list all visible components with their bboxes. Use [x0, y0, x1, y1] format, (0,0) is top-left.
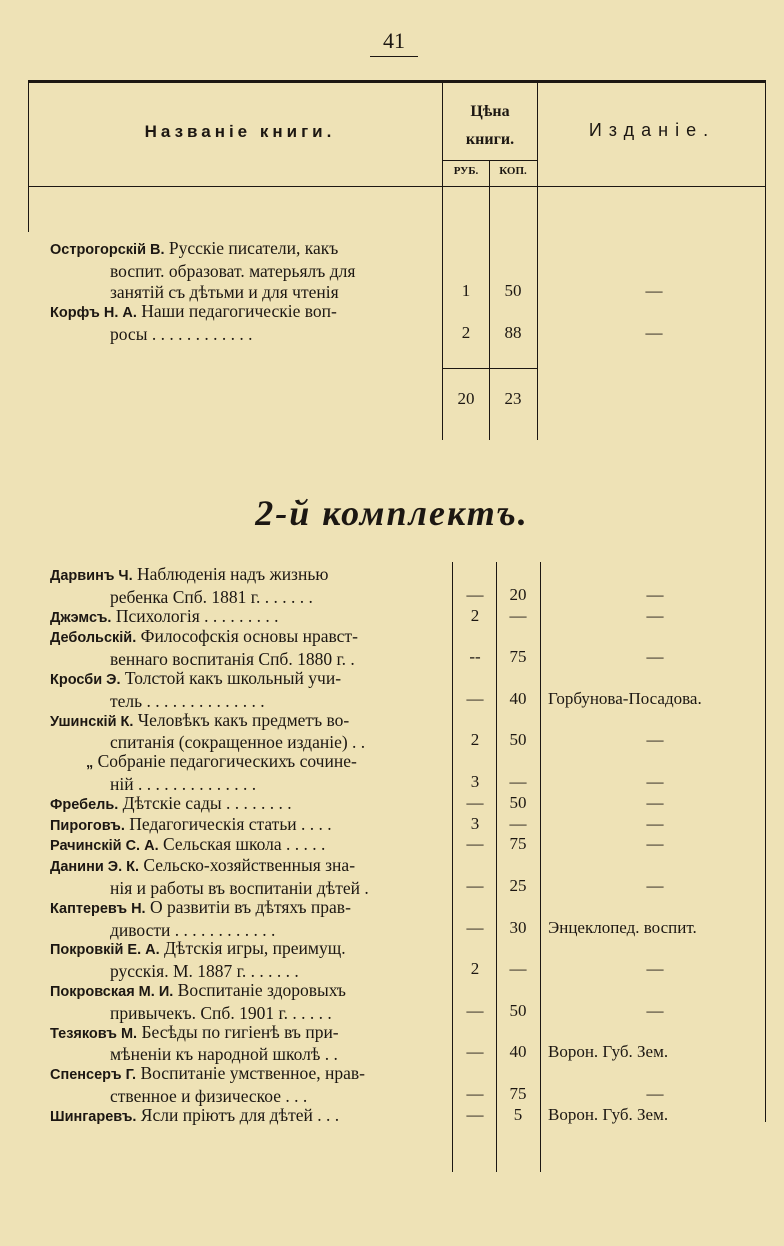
book-entry [50, 855, 448, 899]
book-entry [50, 793, 448, 816]
entry-title-cont: ребенка Спб. 1881 г. . . . . . . [110, 586, 313, 607]
edition: — [646, 1000, 664, 1020]
price-subheader-rule [443, 160, 537, 161]
entry-title-cont: нія и работы въ воспитаніи дѣтей . [110, 877, 369, 898]
section-title: 2-й комплектъ. [255, 493, 529, 533]
price-rub: — [466, 917, 484, 937]
total-rub: 20 [457, 389, 475, 408]
price-rub: 2 [470, 730, 480, 750]
edition: Горбунова-Посадова. [548, 688, 702, 708]
price-rub: — [466, 876, 484, 895]
edition: — [646, 834, 664, 854]
entry-first-line [50, 834, 448, 857]
column-header-title: Названіе книги. [144, 122, 336, 141]
price-rub: — [466, 688, 484, 708]
price-kop: 50 [509, 792, 527, 812]
entry-first-line [50, 606, 448, 629]
column-header-rub: РУБ. [453, 165, 479, 177]
entry-title-cont: дивости . . . . . . . . . . . . [110, 919, 276, 940]
entry-title: Собраніе педагогическихъ сочине- [93, 751, 357, 772]
book-entry [50, 814, 448, 837]
entry-first-line [50, 897, 448, 920]
price-rub: — [466, 792, 484, 812]
entry-first-line [50, 1063, 448, 1086]
entry-author: Корфъ Н. А. [50, 305, 137, 321]
book-entry [50, 238, 442, 303]
entry-title: Человѣкъ какъ предметъ во- [133, 709, 350, 730]
edition: — [646, 584, 664, 604]
edition: — [646, 730, 664, 750]
entry-author: Дарвинъ Ч. [50, 568, 133, 584]
price-rub: — [466, 1042, 484, 1062]
price-kop: — [509, 772, 527, 791]
entry-title: Психологія . . . . . . . . . [111, 605, 279, 626]
price-kop: 50 [509, 1000, 527, 1020]
entry-title-cont: ній . . . . . . . . . . . . . . [110, 773, 257, 794]
edition: — [646, 772, 664, 791]
table-right-border [765, 82, 766, 1122]
entry-title: Педагогическія статьи . . . . [124, 813, 332, 834]
entry-first-line [50, 980, 448, 1003]
entry-author: Пироговъ. [50, 817, 125, 834]
entry-title: Наблюденія надъ жизнью [132, 564, 329, 584]
entry-author: Кросби Э. [50, 672, 121, 688]
entry-author: Фребель. [50, 796, 119, 813]
entry-author: „ [86, 755, 94, 772]
entry-title: Дѣтскіе сады . . . . . . . . [118, 792, 292, 813]
entry-author: Спенсеръ Г. [50, 1067, 137, 1084]
price-kop: 20 [509, 584, 527, 604]
edition-column-left-line-2 [540, 562, 541, 1172]
column-header-edition: Изданіе. [588, 120, 716, 140]
entry-title: Воспитаніе умственное, нрав- [136, 1063, 365, 1084]
entry-first-line [50, 855, 448, 878]
price-kop: 50 [509, 730, 527, 750]
book-entry [50, 938, 448, 982]
price-rub: 2 [470, 959, 480, 979]
rub-column-left-line [442, 82, 443, 440]
total-kop: 23 [504, 389, 522, 408]
entry-first-line [50, 938, 448, 961]
entry-author: Ушинскій К. [50, 713, 134, 730]
book-entry [50, 1063, 448, 1107]
entry-title: Русскіе писатели, какъ [168, 238, 339, 258]
entry-title-cont: занятій съ дѣтьми и для чтенія [110, 282, 339, 302]
price-rub: 1 [461, 281, 471, 300]
price-kop: — [509, 605, 527, 625]
book-entry [50, 564, 448, 608]
table-left-border [28, 82, 29, 232]
entry-author: Покровкій Е. А. [50, 942, 160, 959]
book-entry [50, 301, 442, 345]
price-kop: 30 [509, 917, 527, 937]
totals-rule [443, 368, 537, 369]
entry-first-line [50, 1105, 448, 1128]
entry-author: Острогорскій В. [50, 242, 165, 258]
price-kop: 40 [509, 1042, 527, 1062]
book-entry [50, 1022, 448, 1066]
edition: Энцеклопед. воспит. [548, 917, 697, 937]
price-kop: 75 [509, 834, 527, 854]
price-kop: 5 [513, 1104, 523, 1124]
edition: — [646, 959, 664, 979]
book-entry [50, 626, 448, 670]
book-entry [50, 1105, 448, 1128]
entry-first-line [50, 668, 448, 691]
entry-title-cont: тель . . . . . . . . . . . . . . [110, 690, 265, 711]
entry-title: Дѣтскія игры, преимущ. [159, 938, 346, 959]
entry-first-line [50, 793, 448, 816]
entry-title: О развитіи въ дѣтяхъ прав- [145, 896, 351, 917]
price-rub: 3 [470, 772, 480, 791]
entry-author: Тезяковъ М. [50, 1025, 138, 1042]
entry-author: Джэмсъ. [50, 609, 112, 626]
price-rub: -- [469, 647, 481, 667]
price-rub: — [466, 1000, 484, 1020]
entry-first-line [50, 814, 448, 837]
entry-author: Покровская М. И. [50, 984, 174, 1000]
entry-title-cont: росы . . . . . . . . . . . . [110, 324, 253, 344]
price-rub: — [466, 1104, 484, 1124]
book-entry [50, 710, 448, 754]
price-kop: 40 [509, 688, 527, 708]
edition: — [646, 605, 664, 625]
book-entry [50, 751, 448, 795]
page-number-underline [370, 56, 418, 57]
entry-title-cont: привычекъ. Спб. 1901 г. . . . . . [110, 1002, 332, 1023]
price-kop: 75 [509, 1084, 527, 1103]
entry-title: Толстой какъ школьный учи- [120, 668, 342, 688]
price-kop: — [509, 813, 527, 833]
edition: — [646, 813, 664, 833]
edition: — [646, 1084, 664, 1103]
header-bottom-rule [28, 186, 766, 187]
book-entry [50, 897, 448, 941]
entry-title-cont: ственное и физическое . . . [110, 1085, 308, 1106]
entry-title-cont: веннаго воспитанія Спб. 1880 г. . [110, 649, 355, 670]
entry-author: Рачинскій С. А. [50, 838, 159, 855]
entry-author: Дебольскій. [50, 630, 137, 647]
price-rub: — [466, 834, 484, 854]
entry-title-cont: воспит. образоват. матерьялъ для [110, 261, 356, 281]
price-rub: 2 [470, 605, 480, 625]
edition: Ворон. Губ. Зем. [548, 1042, 669, 1062]
price-kop: 25 [509, 876, 527, 895]
price-header-line1: Цѣна [470, 103, 510, 120]
entry-author: Данини Э. К. [50, 859, 140, 876]
edition: — [645, 281, 663, 300]
edition: — [646, 792, 664, 812]
entry-title-cont: мѣненіи къ народной школѣ . . [110, 1044, 338, 1065]
entry-first-line [50, 710, 448, 733]
entry-title: Философскія основы нравст- [136, 626, 358, 647]
entry-title: Наши педагогическіе воп- [141, 301, 337, 321]
rub-column-left-line-2 [452, 562, 453, 1172]
price-kop: 75 [509, 647, 527, 667]
edition: — [646, 876, 664, 895]
price-rub: 3 [470, 813, 480, 833]
book-entry [50, 834, 448, 857]
book-entry [50, 668, 448, 712]
entry-first-line [50, 1022, 448, 1045]
edition: — [645, 323, 663, 342]
price-rub: — [466, 1084, 484, 1103]
entry-first-line [50, 626, 448, 649]
entry-title: Бесѣды по гигіенѣ въ при- [137, 1021, 339, 1042]
price-kop: 88 [504, 323, 522, 342]
entry-title-cont: русскія. М. 1887 г. . . . . . . [110, 961, 299, 982]
table-top-rule [28, 80, 766, 83]
book-entry [50, 606, 448, 629]
entry-title: Ясли пріютъ для дѣтей . . . [136, 1104, 340, 1125]
price-kop: — [509, 959, 527, 979]
entry-author: Шингаревъ. [50, 1108, 137, 1125]
entry-author: Каптеревъ Н. [50, 900, 146, 917]
price-rub: 2 [461, 323, 471, 342]
book-entry [50, 980, 448, 1024]
entry-title: Сельско-хозяйственныя зна- [139, 855, 356, 876]
page-number: 41 [383, 28, 405, 53]
price-header-line2: книги. [465, 131, 515, 148]
entry-title-cont: спитанія (сокращенное изданіе) . . [110, 732, 366, 753]
price-kop: 50 [504, 281, 522, 300]
entry-first-line [50, 564, 448, 587]
entry-title: Воспитаніе здоровыхъ [173, 980, 346, 1000]
column-header-price [444, 98, 536, 154]
edition: Ворон. Губ. Зем. [548, 1104, 669, 1124]
column-header-kop: КОП. [499, 165, 527, 177]
entry-first-line [50, 751, 448, 774]
edition: — [646, 647, 664, 667]
entry-title: Сельская школа . . . . . [158, 834, 326, 855]
price-rub: — [466, 584, 484, 604]
